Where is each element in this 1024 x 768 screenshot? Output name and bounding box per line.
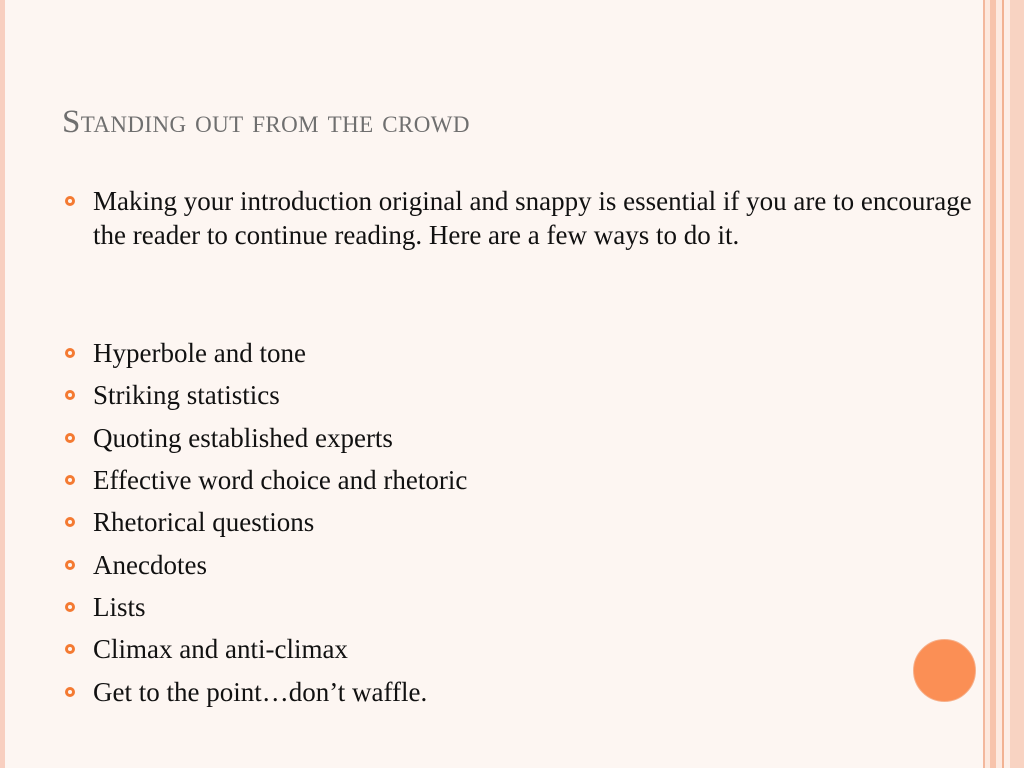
ring-bullet-icon	[65, 560, 75, 570]
intro-paragraph: Making your introduction original and snappy is essential if you are to encourage the reader to continue reading. Here are a few ways to do it.	[93, 186, 972, 250]
ring-bullet-icon	[65, 602, 75, 612]
ring-bullet-icon	[65, 196, 75, 206]
list-item: Effective word choice and rhetoric	[93, 465, 468, 495]
right-stripe	[1010, 0, 1024, 768]
ring-bullet-icon	[65, 687, 75, 697]
list-item: Striking statistics	[93, 380, 280, 410]
list-item: Quoting established experts	[93, 423, 393, 453]
ring-bullet-icon	[65, 433, 75, 443]
list-item: Lists	[93, 592, 146, 622]
ring-bullet-icon	[65, 644, 75, 654]
list-item: Rhetorical questions	[93, 507, 315, 537]
list-item: Hyperbole and tone	[93, 338, 306, 368]
ring-bullet-icon	[65, 348, 75, 358]
ring-bullet-icon	[65, 475, 75, 485]
list-item: Get to the point…don’t waffle.	[93, 677, 428, 707]
slide-title: Standing out from the crowd	[62, 104, 470, 140]
list-item: Anecdotes	[93, 550, 207, 580]
ring-bullet-icon	[65, 390, 75, 400]
list-item: Climax and anti-climax	[93, 634, 348, 664]
ring-bullet-icon	[65, 517, 75, 527]
